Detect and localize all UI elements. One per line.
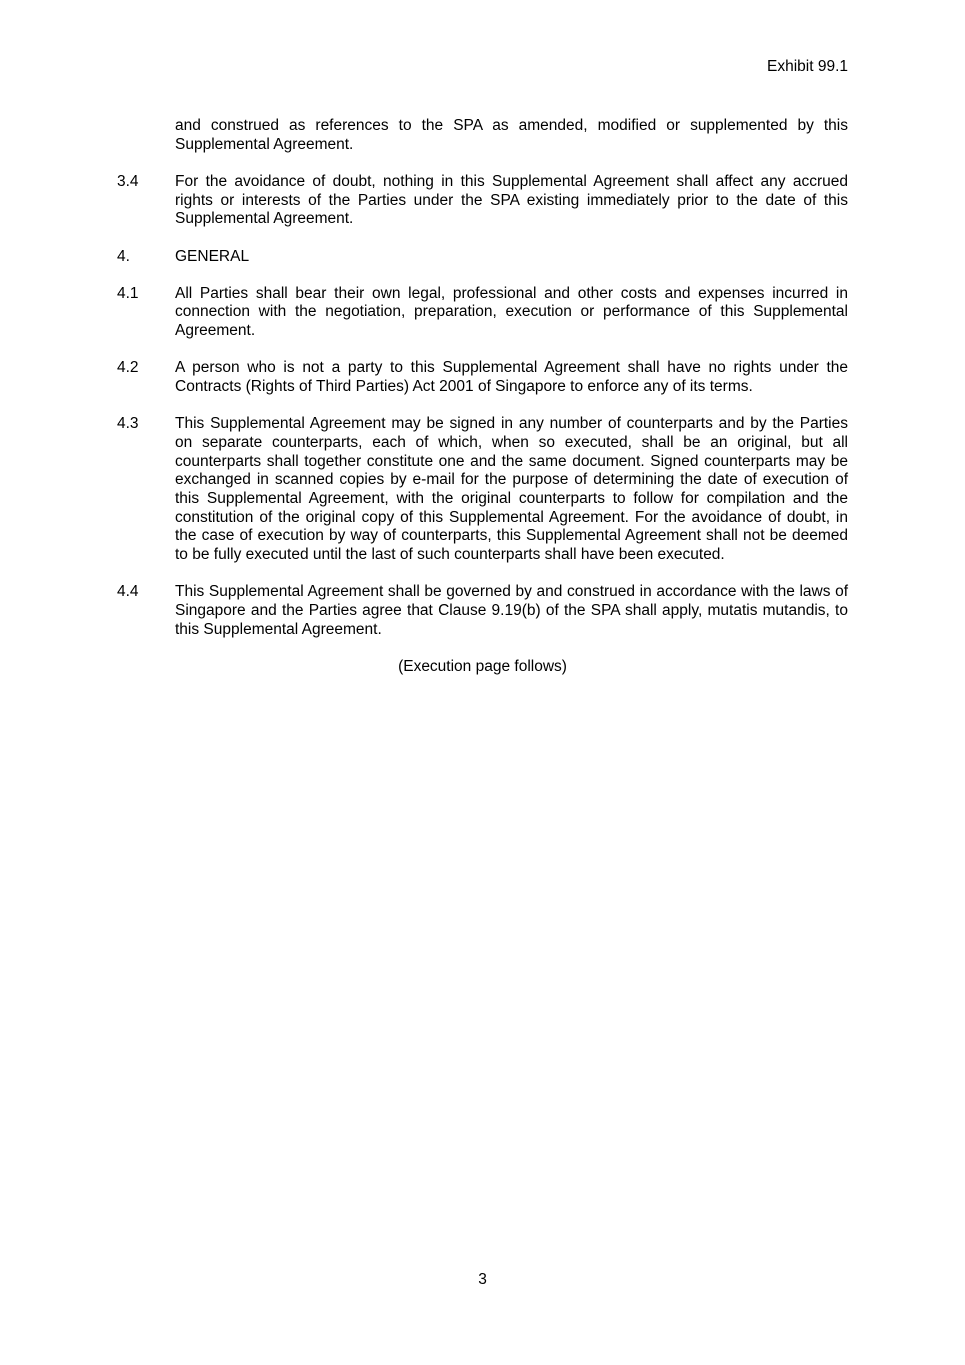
- clause-4-1: [117, 285, 848, 341]
- clause-text: For the avoidance of doubt, nothing in this Supplemental Agreement shall affect any accrued rights or interests of the Parties under the SPA existing immediately prior to the date of this Supplemental Agreement.: [175, 172, 848, 228]
- document-body: [117, 117, 848, 677]
- clause-text: This Supplemental Agreement may be signed in any number of counterparts and by the Parties on separate counterparts, each of which, when so executed, shall be an original, but all counterparts shall together constitute one and the same document. Signed counterparts may be exchanged in scanned copies by e-mail for the purpose of determining the date of execution of this Supplemental Agreement, with the original counterparts to follow for compilation and the constitution of the original copy of this Supplemental Agreement. For the avoidance of doubt, in the case of execution by way of counterparts, this Supplemental Agreement shall not be deemed to be fully executed until the last of such counterparts shall have been executed.: [175, 415, 848, 564]
- clause-text: All Parties shall bear their own legal, professional and other costs and expenses incurred in connection with the negotiation, preparation, execution or performance of this Supplemental Agreement.: [175, 284, 848, 340]
- clause-text: A person who is not a party to this Supplemental Agreement shall have no rights under the Contracts (Rights of Third Parties) Act 2001 of Singapore to enforce any of its terms.: [175, 359, 848, 396]
- clause-number: 4.4: [117, 583, 139, 601]
- page-number: 3: [478, 1271, 487, 1288]
- section-number: 4.: [117, 247, 130, 265]
- continuation-paragraph: and construed as references to the SPA as amended, modified or supplemented by this Supplemental Agreement.: [175, 117, 848, 153]
- clause-number: 4.1: [117, 284, 139, 302]
- clause-number: 3.4: [117, 172, 139, 190]
- clause-text: This Supplemental Agreement shall be governed by and construed in accordance with the laws of Singapore and the Parties agree that Clause 9.19(b) of the SPA shall apply, mutatis mutandis, to this Supplemental Agreement.: [175, 583, 848, 638]
- section-heading-general: [117, 248, 848, 267]
- clause-4-3: [117, 415, 848, 565]
- execution-page-note: (Execution page follows): [398, 657, 567, 675]
- exhibit-label: Exhibit 99.1: [767, 58, 848, 75]
- clause-number: 4.3: [117, 415, 139, 433]
- section-title: GENERAL: [175, 247, 250, 265]
- clause-4-4: [117, 583, 848, 639]
- clause-number: 4.2: [117, 359, 139, 377]
- clause-4-2: [117, 359, 848, 396]
- clause-3-4: [117, 173, 848, 229]
